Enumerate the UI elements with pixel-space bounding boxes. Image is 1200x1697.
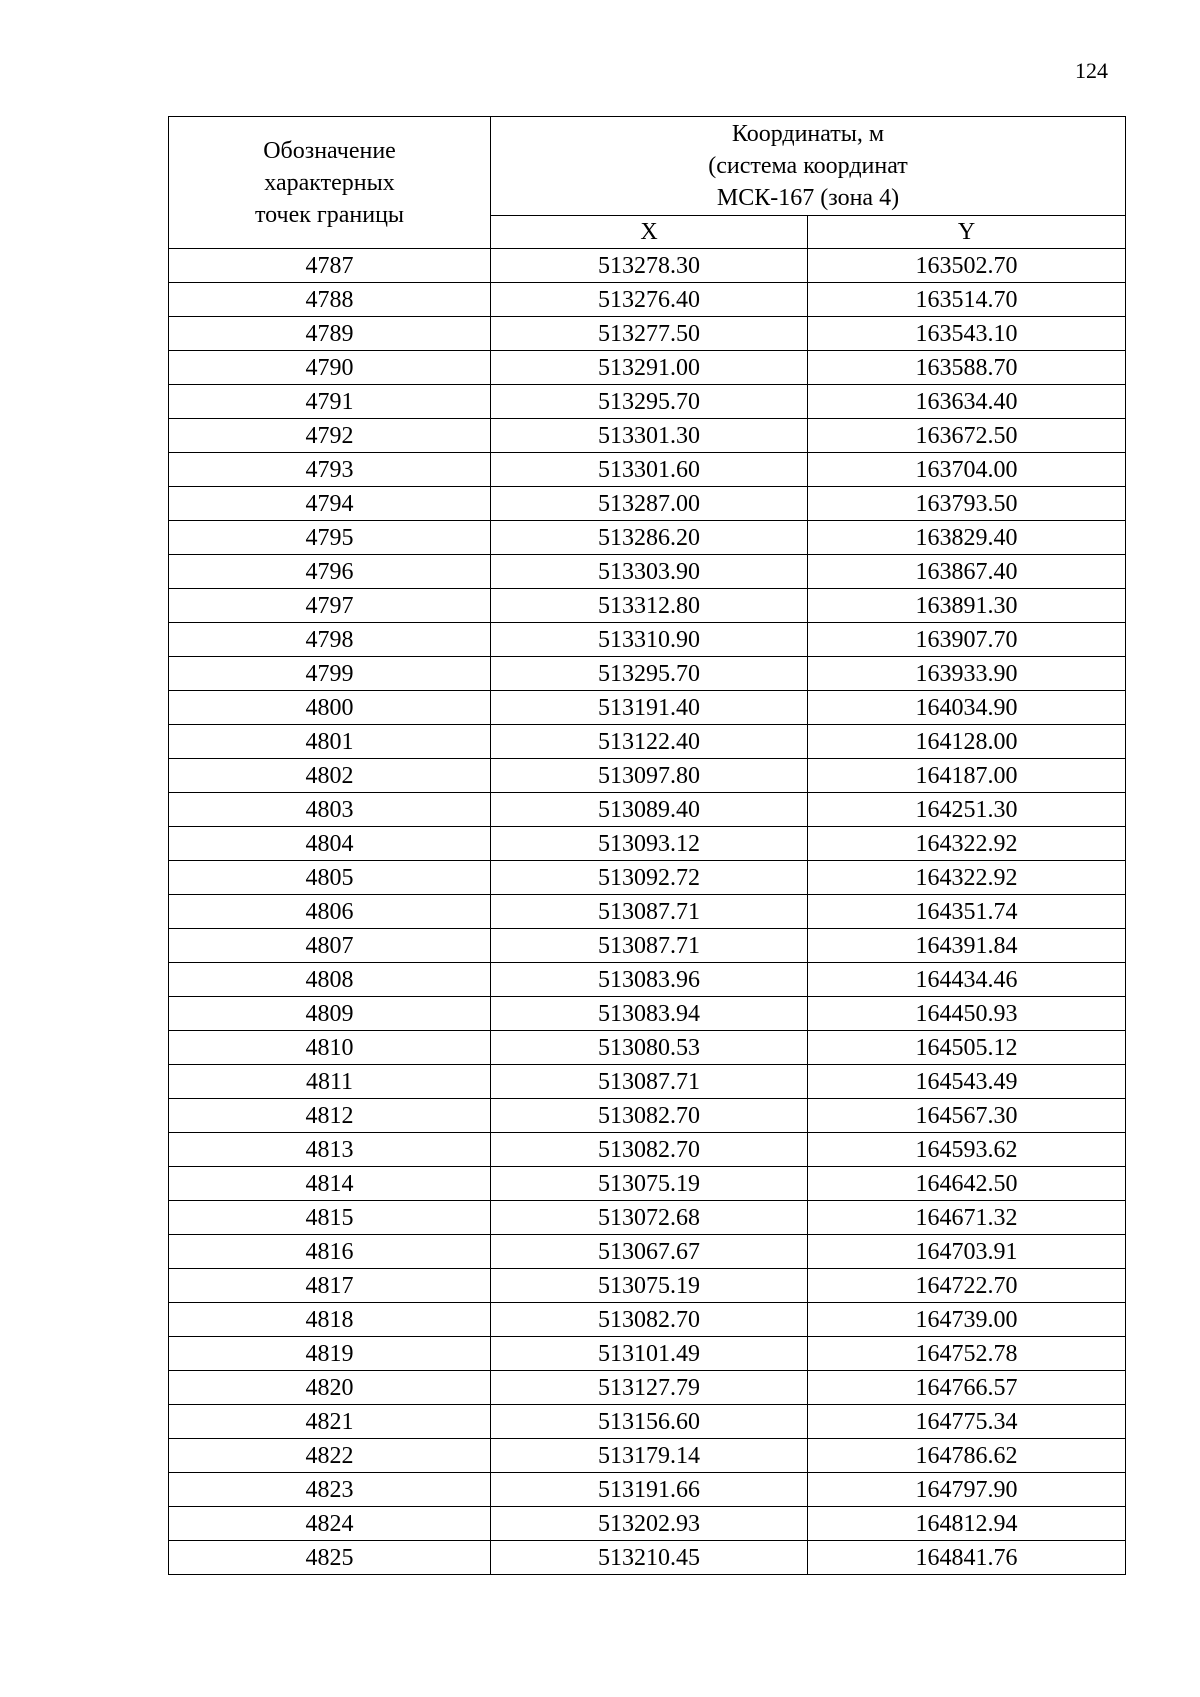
cell-x: 513202.93: [491, 1507, 808, 1541]
table-row: [169, 249, 1126, 283]
cell-x: 513312.80: [491, 589, 808, 623]
table-row: [169, 1303, 1126, 1337]
cell-y: 164642.50: [808, 1167, 1126, 1201]
table-row: [169, 759, 1126, 793]
cell-y: 163867.40: [808, 555, 1126, 589]
cell-point: 4792: [169, 419, 491, 453]
table-row: [169, 1133, 1126, 1167]
table-row: [169, 997, 1126, 1031]
cell-point: 4801: [169, 725, 491, 759]
cell-x: 513093.12: [491, 827, 808, 861]
cell-y: 164703.91: [808, 1235, 1126, 1269]
cell-point: 4789: [169, 317, 491, 351]
table-header: [169, 117, 1126, 249]
table-row: [169, 1507, 1126, 1541]
cell-x: 513210.45: [491, 1541, 808, 1575]
cell-x: 513278.30: [491, 249, 808, 283]
table-row: [169, 1371, 1126, 1405]
cell-point: 4798: [169, 623, 491, 657]
cell-y: 163672.50: [808, 419, 1126, 453]
cell-y: 164391.84: [808, 929, 1126, 963]
cell-y: 164251.30: [808, 793, 1126, 827]
cell-x: 513179.14: [491, 1439, 808, 1473]
cell-y: 163588.70: [808, 351, 1126, 385]
cell-y: 164812.94: [808, 1507, 1126, 1541]
header-y: Y: [808, 216, 1126, 249]
table-row: [169, 555, 1126, 589]
cell-point: 4794: [169, 487, 491, 521]
cell-x: 513286.20: [491, 521, 808, 555]
cell-y: 164797.90: [808, 1473, 1126, 1507]
cell-x: 513083.94: [491, 997, 808, 1031]
table-row: [169, 691, 1126, 725]
cell-y: 163514.70: [808, 283, 1126, 317]
table-row: [169, 351, 1126, 385]
cell-x: 513101.49: [491, 1337, 808, 1371]
table-row: [169, 1541, 1126, 1575]
cell-point: 4809: [169, 997, 491, 1031]
table-row: [169, 793, 1126, 827]
cell-x: 513067.67: [491, 1235, 808, 1269]
cell-point: 4813: [169, 1133, 491, 1167]
cell-x: 513287.00: [491, 487, 808, 521]
cell-y: 163704.00: [808, 453, 1126, 487]
header-designation-line: характерных: [264, 169, 395, 196]
table-row: [169, 1167, 1126, 1201]
table-row: [169, 1235, 1126, 1269]
cell-y: 164841.76: [808, 1541, 1126, 1575]
cell-point: 4810: [169, 1031, 491, 1065]
cell-x: 513092.72: [491, 861, 808, 895]
table-row: [169, 657, 1126, 691]
table-row: [169, 1405, 1126, 1439]
cell-x: 513087.71: [491, 929, 808, 963]
cell-x: 513087.71: [491, 1065, 808, 1099]
cell-y: 164128.00: [808, 725, 1126, 759]
table-body: [169, 249, 1126, 1575]
cell-y: 164671.32: [808, 1201, 1126, 1235]
cell-y: 163634.40: [808, 385, 1126, 419]
cell-y: 164543.49: [808, 1065, 1126, 1099]
cell-x: 513156.60: [491, 1405, 808, 1439]
cell-point: 4805: [169, 861, 491, 895]
cell-x: 513191.66: [491, 1473, 808, 1507]
cell-point: 4800: [169, 691, 491, 725]
cell-y: 163933.90: [808, 657, 1126, 691]
cell-point: 4825: [169, 1541, 491, 1575]
cell-x: 513075.19: [491, 1269, 808, 1303]
header-x: X: [491, 216, 808, 249]
cell-point: 4791: [169, 385, 491, 419]
cell-point: 4808: [169, 963, 491, 997]
cell-point: 4793: [169, 453, 491, 487]
cell-x: 513087.71: [491, 895, 808, 929]
table-row: [169, 1337, 1126, 1371]
cell-point: 4815: [169, 1201, 491, 1235]
table-row: [169, 1099, 1126, 1133]
table-row: [169, 1439, 1126, 1473]
cell-x: 513080.53: [491, 1031, 808, 1065]
table-row: [169, 861, 1126, 895]
cell-x: 513082.70: [491, 1133, 808, 1167]
cell-x: 513301.30: [491, 419, 808, 453]
cell-x: 513127.79: [491, 1371, 808, 1405]
header-designation-line: Обозначение: [263, 137, 396, 164]
cell-y: 164187.00: [808, 759, 1126, 793]
header-coordinates: [491, 117, 1126, 216]
cell-point: 4796: [169, 555, 491, 589]
cell-y: 164450.93: [808, 997, 1126, 1031]
cell-y: 164752.78: [808, 1337, 1126, 1371]
header-point-designation: [169, 117, 491, 249]
cell-x: 513301.60: [491, 453, 808, 487]
table-row: [169, 1031, 1126, 1065]
table-row: [169, 521, 1126, 555]
cell-y: 164322.92: [808, 827, 1126, 861]
coordinates-table: [168, 116, 1126, 1575]
table-row: [169, 929, 1126, 963]
table-row: [169, 895, 1126, 929]
cell-y: 164322.92: [808, 861, 1126, 895]
cell-point: 4821: [169, 1405, 491, 1439]
table-row: [169, 487, 1126, 521]
table-row: [169, 1269, 1126, 1303]
header-coords-line: (система координат: [708, 153, 908, 179]
cell-y: 164567.30: [808, 1099, 1126, 1133]
table-row: [169, 1201, 1126, 1235]
table-row: [169, 283, 1126, 317]
table-row: [169, 589, 1126, 623]
cell-point: 4802: [169, 759, 491, 793]
cell-point: 4804: [169, 827, 491, 861]
cell-point: 4790: [169, 351, 491, 385]
cell-point: 4820: [169, 1371, 491, 1405]
cell-y: 164739.00: [808, 1303, 1126, 1337]
cell-point: 4817: [169, 1269, 491, 1303]
cell-y: 164351.74: [808, 895, 1126, 929]
cell-point: 4816: [169, 1235, 491, 1269]
cell-point: 4818: [169, 1303, 491, 1337]
cell-point: 4814: [169, 1167, 491, 1201]
cell-point: 4822: [169, 1439, 491, 1473]
cell-x: 513083.96: [491, 963, 808, 997]
cell-y: 164593.62: [808, 1133, 1126, 1167]
cell-y: 163907.70: [808, 623, 1126, 657]
cell-x: 513097.80: [491, 759, 808, 793]
cell-y: 164034.90: [808, 691, 1126, 725]
cell-point: 4787: [169, 249, 491, 283]
table-row: [169, 623, 1126, 657]
cell-x: 513191.40: [491, 691, 808, 725]
table-row: [169, 385, 1126, 419]
cell-point: 4788: [169, 283, 491, 317]
table-row: [169, 827, 1126, 861]
cell-y: 163793.50: [808, 487, 1126, 521]
cell-point: 4811: [169, 1065, 491, 1099]
cell-x: 513295.70: [491, 657, 808, 691]
table-row: [169, 453, 1126, 487]
cell-point: 4823: [169, 1473, 491, 1507]
header-coords-line: Координаты, м: [731, 121, 885, 147]
table-row: [169, 419, 1126, 453]
table-row: [169, 725, 1126, 759]
cell-y: 163829.40: [808, 521, 1126, 555]
cell-x: 513295.70: [491, 385, 808, 419]
cell-x: 513303.90: [491, 555, 808, 589]
cell-point: 4799: [169, 657, 491, 691]
table-row: [169, 1473, 1126, 1507]
cell-x: 513082.70: [491, 1099, 808, 1133]
cell-y: 163891.30: [808, 589, 1126, 623]
cell-point: 4807: [169, 929, 491, 963]
cell-x: 513075.19: [491, 1167, 808, 1201]
cell-y: 164775.34: [808, 1405, 1126, 1439]
cell-x: 513122.40: [491, 725, 808, 759]
cell-y: 164505.12: [808, 1031, 1126, 1065]
table-row: [169, 963, 1126, 997]
cell-x: 513082.70: [491, 1303, 808, 1337]
cell-x: 513072.68: [491, 1201, 808, 1235]
cell-point: 4812: [169, 1099, 491, 1133]
cell-y: 164766.57: [808, 1371, 1126, 1405]
cell-point: 4819: [169, 1337, 491, 1371]
cell-y: 164786.62: [808, 1439, 1126, 1473]
cell-point: 4795: [169, 521, 491, 555]
cell-x: 513276.40: [491, 283, 808, 317]
cell-point: 4797: [169, 589, 491, 623]
header-coords-line: МСК-167 (зона 4): [716, 185, 900, 211]
table-row: [169, 317, 1126, 351]
header-designation-line: точек границы: [254, 201, 405, 228]
cell-x: 513291.00: [491, 351, 808, 385]
cell-y: 164434.46: [808, 963, 1126, 997]
page-number: 124: [1075, 58, 1108, 83]
cell-point: 4824: [169, 1507, 491, 1541]
cell-y: 163502.70: [808, 249, 1126, 283]
header-row-top: [169, 117, 1126, 216]
cell-y: 164722.70: [808, 1269, 1126, 1303]
table-row: [169, 1065, 1126, 1099]
cell-x: 513089.40: [491, 793, 808, 827]
cell-y: 163543.10: [808, 317, 1126, 351]
cell-x: 513310.90: [491, 623, 808, 657]
cell-x: 513277.50: [491, 317, 808, 351]
cell-point: 4803: [169, 793, 491, 827]
cell-point: 4806: [169, 895, 491, 929]
